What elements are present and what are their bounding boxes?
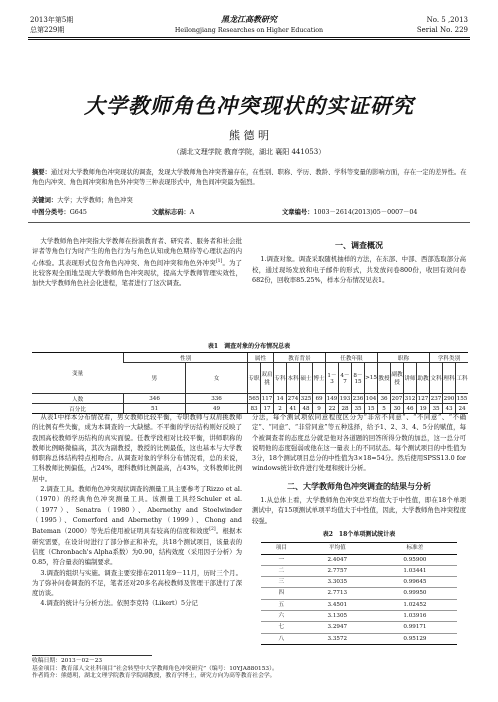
table-cell: 127 [417,395,429,402]
author-bio: 作者简介：熊德明，湖北文理学院教育学院副教授，教育学博士，研究方向为高等教育社会学。 [32,673,276,679]
table-cell: 325 [300,395,312,402]
table-cell: 2.4047 [302,554,373,565]
group-title: 职称 [378,353,430,363]
procedure-paragraph: 3.调查的组织与实施。调查主要安排在2011年9－11月，历时三个月。为了弥补问卷调查的不足，笔者还对20多名高校教师及管理干部进行了深度访谈。 [32,568,242,598]
keywords [32,196,468,206]
table-cell: 八 [261,633,302,644]
table-cell: 四 [261,588,302,599]
var-label: 变量 [32,353,124,394]
table-cell: 19 [417,404,430,414]
abstract-text: 通过对大学教师角色冲突现状的调查，发现大学教师角色冲突普遍存在，在性别、职称、学历、教龄、学科等变量的影响方面，存在一定的差异性。在角色内冲突、角色间冲突和角色外冲突等三种表现形式中，角色间冲突最为强烈。 [32,169,467,186]
table-cell: 3.2947 [302,622,373,633]
survey-object-paragraph: 1.调查对象。调查采取随机抽样的方法，在东部、中部、西部选取部分高校，通过现场发放和电子邮件的形式，共发放问卷800份，收回有效问卷682份，回收率85.25%，样本分布情况见表1。 [252,255,466,284]
table1-caption: 表1 调查对象的分布情况总表 [207,343,291,350]
table2-header-sd: 标准差 [373,543,457,554]
keywords-label: 关键词： [32,197,58,204]
col-header: 本科 [287,363,300,394]
header-rule [28,37,470,38]
table-cell: 83 [248,404,261,414]
table2 [261,542,457,645]
col-header: 硕士 [300,363,313,394]
group-discipline: 学科类别 [430,353,469,363]
table-cell: 117 [261,395,273,402]
results-paragraph: 1.从总体上看，大学教师角色冲突总平均值大于中性值，即在18个单项测试中，有15项测试单项平均值大于中性值，因此，大学教师角色冲突程度较强。 [252,496,466,525]
table-row [261,599,457,610]
table-cell: 5 [378,404,391,414]
left-column-upper [32,236,242,289]
table-row [261,611,457,622]
col-header: 博士 [313,363,326,394]
table-cell: 43 [443,404,456,414]
table-cell: 17 [261,404,274,414]
serial-label-en: Serial No. 229 [416,26,468,34]
col-header: 8－15 [352,363,365,394]
col-header: >15 [365,363,378,394]
table-cell: 312 [404,395,416,402]
table-cell: 3.4501 [302,599,373,610]
table-cell: 346 [124,394,186,404]
method-paragraph: 4.调查的统计与分析方法。依照李克特（Likert）5分记 [40,599,198,608]
table-cell: 0.99645 [373,577,457,588]
table-row [261,622,457,633]
author-affiliation: （湖北文理学院 教育学院，湖北 襄阳 441053） [172,148,326,156]
table-cell: 30 [391,404,404,414]
section-2-heading: 二、大学教师角色冲突调查的结果与分析 [287,480,431,491]
col-header: 工科 [456,363,469,394]
serial-issue-label: 总第229期 [30,26,65,34]
col-header: 助教 [417,363,430,394]
table-cell: 69 [313,394,326,404]
abstract [32,168,468,187]
keywords-text: 大学；大学教师；角色冲突 [57,197,133,204]
author-name: 熊 德 明 [229,129,269,142]
table-cell: 0.95129 [373,633,457,644]
table-cell: 41 [287,404,300,414]
table-cell: 六 [261,611,302,622]
table-row [261,554,457,565]
table-cell: 1.03441 [373,565,457,576]
group-attribute: 属性 [248,353,274,363]
received-date: 收稿日期：2013－02－23 [32,658,103,664]
article-no-label: 文章编号： [282,209,314,216]
table-cell: 3.3572 [302,633,373,644]
table-cell: 28 [339,404,352,414]
header-rule-thin [28,39,470,40]
table-cell: 9 [313,404,326,414]
table-cell: 36 [378,394,391,404]
col-header: 教授 [378,363,391,394]
table-cell: 35 [352,404,365,414]
col-header: 1－3 [326,363,339,394]
footnotes [32,658,472,681]
table-cell: 3.1305 [302,611,373,622]
table-cell: 1.03916 [373,611,457,622]
group-years: 任教年限 [326,353,378,363]
group-education: 教育背景 [274,353,326,363]
citation-1: [1] [215,258,223,264]
table-cell: 46 [404,404,417,414]
table-cell: 565 [248,395,260,402]
table-cell: 35 [430,404,443,414]
col-header: 文科 [430,363,443,394]
col-header: 理科 [443,363,456,394]
table-cell: 49 [186,404,248,414]
table2-header-item: 项目 [261,543,302,554]
intro-paragraph: 大学教师角色冲突指大学教师在扮演教育者、研究者、服务者和社会批评者等角色行为时产生的角色行为与角色认知或角色期待等心理状态的内心体验。其表现形式包含角色内冲突、角色间冲突和角色外冲突[1]。为了比较客观全面地呈现大学教师角色冲突现状，提高大学教师管理实效性，加快大学教师角色社会化进程，笔者进行了这次调查。 [32,237,243,288]
col-header: 专职 [248,363,261,394]
footnote-rule [32,655,152,656]
table-cell: 149 [326,395,338,402]
col-header: 讲师 [404,363,417,394]
col-header: 专科 [274,363,287,394]
doc-code-label: 文献标志码： [152,209,190,216]
col-header: 副教授 [391,363,404,394]
table-cell: 0.99950 [373,588,457,599]
clc-label: 中图分类号： [32,209,70,216]
col-header: 4－7 [339,363,352,394]
table-cell: 290 [443,395,455,402]
table-row [261,577,457,588]
doc-code-value: A [189,209,195,216]
table-cell: 0.99171 [373,622,457,633]
table-cell: 22 [326,404,339,414]
table2-caption: 表2 18个单项测试统计表 [322,530,396,538]
journal-name: 黑龙江高教研究 [221,14,277,24]
table2-header-mean: 平均值 [302,543,373,554]
col-header: 男 [124,363,186,394]
table-cell: 七 [261,622,302,633]
group-gender: 性别 [124,353,248,363]
right-column-upper [252,236,466,285]
journal-name-en: Heilongjiang Researches on Higher Education [174,27,324,34]
survey-tool-paragraph: 2.调查工具。教师角色冲突现状调查的测量工具主要参考了Rizzo et al.（1970）的经典角色冲突测量工具。该测量工具经Schuler et al.（1977）、Senatra（1980）、Abernethy and Stoelwinder（1995）、Comerford and Abernethy（1999）、Chong and Bateman（2000）等先后使用被证明具有较高的信度和效度[2]。根据本研究需要，在设计时进行了部分修正和补充，共18个测试项目，该量表的信度（Chronbach's Alpha系数）为0.90，结构效度（采用因子分析）为0.85，符合量表的编制要求。 [32,485,243,567]
row-label: 人数 [32,394,124,404]
abstract-rule [28,222,470,223]
table-row [261,588,457,599]
table-cell: 1.02452 [373,599,457,610]
table-cell: 24 [456,404,469,414]
table-row [32,394,468,404]
issue-label: 2013年第5期 [30,16,74,24]
article-no-value: 1003－2614(2013)05－0007－04 [313,209,418,216]
table-cell: 2.7713 [302,588,373,599]
table-cell: 2 [274,404,287,414]
table-cell: 236 [352,395,364,402]
table-cell: 二 [261,565,302,576]
right-column-lower [252,412,466,645]
table-cell: 0.95900 [373,554,457,565]
table-row [261,565,457,576]
abstract-label: 摘要： [32,169,51,176]
table-cell: 2.7757 [302,565,373,576]
citation-2: [2] [209,527,216,533]
section-1-heading: 一、调查概况 [335,240,383,250]
sample-analysis-paragraph: 从表1中样本分布情况看，男女教师比较平衡，专职教师与双肩挑教师的比例有些失衡，成为本调查的一大缺憾。不平衡的学历结构则好反映了我国高校教师学历结构的真实面貌。任教学段相对比较平衡，讲师职称的教师比例略微偏高，其次为副教授，教授的比例最低，这也基本与大学教师职称总体结构特点相吻合。从调查对象的学科分布情况看，总的来说，工科教师比例偏低，占24%，理科教师比例最高，占43%，文科教师比例居中。 [32,413,242,483]
table-cell: 104 [365,395,377,402]
method-continued-paragraph: 分法，每个测试项依同意程度区分为“非常不同意”、“不同意”、“不确定”、“同意”、“非常同意”等五种选择，给予1、2、3、4、5分的赋值，每个被调查者的态度总分就是他对各道题的回答所得分数的加总，这一总分可说明他的态度强弱或他在这一量表上的不同状态。每个测试项目的中性值为3分，18个测试项目总分的中性值为3×18=54分。然后使用SPSS13.0 for windows统计软件进行处理和统计分析。 [252,413,466,473]
clc-value: G645 [69,209,87,216]
table-cell: 336 [186,394,248,404]
table-row [261,633,457,644]
table-cell: 3.3035 [302,577,373,588]
col-header: 女 [186,363,248,394]
issue-label-en: No. 5 ,2013 [426,16,468,24]
table-cell: 一 [261,554,302,565]
table-cell: 155 [456,395,468,402]
table-cell: 三 [261,577,302,588]
table-cell: 274 [287,395,299,402]
table-cell: 15 [365,404,378,414]
table-cell: 193 [339,395,351,402]
table-cell: 51 [124,404,186,414]
article-title: 大学教师角色冲突现状的实证研究 [84,93,414,118]
col-header: 双肩挑 [261,363,274,394]
table-cell: 五 [261,599,302,610]
table-cell: 48 [300,404,313,414]
table-cell: 207 [391,395,403,402]
table-cell: 14 [274,394,287,404]
table-cell: 237 [430,395,442,402]
left-column-lower [32,412,242,609]
fund-note: 基金项目：教育部人文社科项目“社会转型中大学教师角色冲突研究”（编号：10YJA880153）。 [32,665,278,672]
table1 [32,352,468,414]
row-label: 百分比 [32,404,124,414]
